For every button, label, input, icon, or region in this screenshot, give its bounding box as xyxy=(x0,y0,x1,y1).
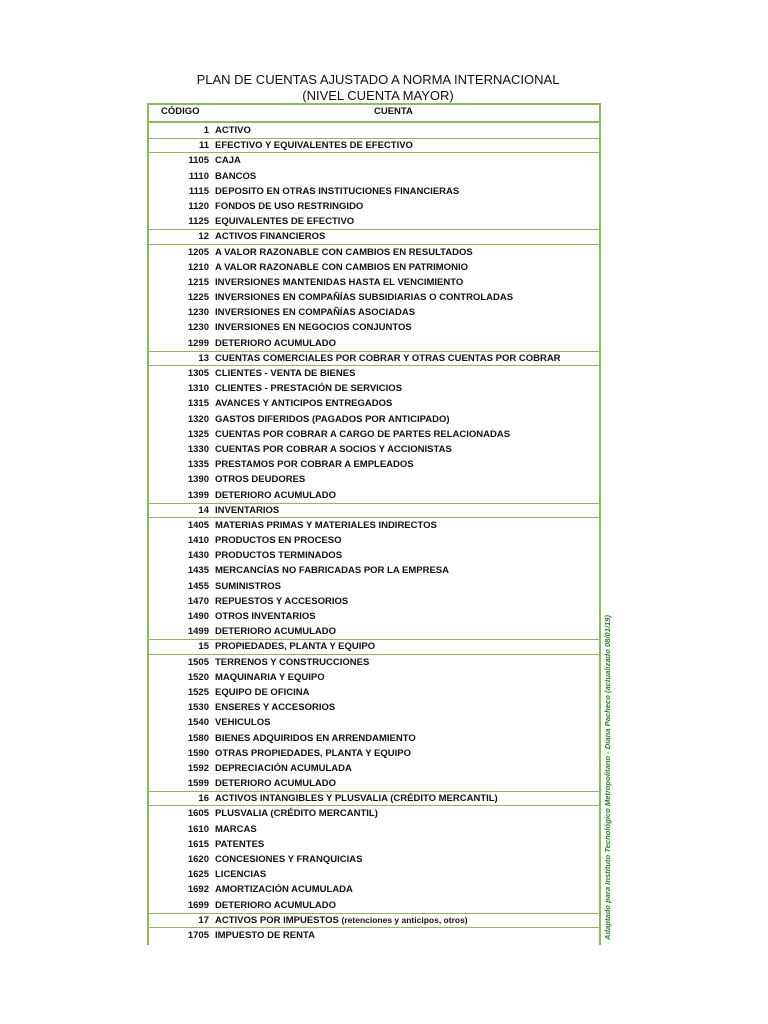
table-row xyxy=(149,427,599,442)
account-code: 1590 xyxy=(187,747,209,759)
account-name xyxy=(215,792,498,805)
table-row xyxy=(149,123,599,138)
account-name-text: ACTIVO xyxy=(215,125,251,136)
page-title: PLAN DE CUENTAS AJUSTADO A NORMA INTERNACIONAL xyxy=(196,72,560,87)
table-row xyxy=(149,336,599,351)
table-row xyxy=(149,548,599,563)
account-name-text: INVERSIONES EN NEGOCIOS CONJUNTOS xyxy=(215,322,412,334)
account-name-text: CUENTAS COMERCIALES POR COBRAR Y OTRAS CUENTAS POR COBRAR xyxy=(215,352,561,364)
table-row xyxy=(149,882,599,897)
table-row xyxy=(149,245,599,260)
account-name xyxy=(215,245,473,260)
group-row xyxy=(149,791,599,806)
account-code: 1599 xyxy=(187,778,209,790)
account-code: 16 xyxy=(198,793,209,805)
account-code: 1520 xyxy=(187,671,209,683)
account-name xyxy=(215,594,348,609)
account-name-text: ACTIVOS POR IMPUESTOS xyxy=(215,914,339,926)
account-name xyxy=(215,731,416,746)
account-name-text: FONDOS DE USO RESTRINGIDO xyxy=(215,200,364,212)
account-name xyxy=(215,928,315,943)
account-name xyxy=(215,548,342,563)
account-name-text: CAJA xyxy=(215,155,241,167)
table-row xyxy=(149,685,599,700)
account-name-text: OTROS DEUDORES xyxy=(215,474,306,486)
account-name-text: AMORTIZACIÓN ACUMULADA xyxy=(215,884,353,896)
group-row xyxy=(149,913,599,928)
account-name xyxy=(215,336,336,351)
account-name-text: OTROS INVENTARIOS xyxy=(215,611,316,622)
account-name xyxy=(215,609,316,624)
account-name xyxy=(215,715,270,730)
account-code: 1410 xyxy=(187,535,209,547)
account-name xyxy=(215,806,378,821)
account-code: 1505 xyxy=(187,656,209,668)
side-note: Adaptado para Instituto Tecnológico Metropolitano - Diana Pacheco (actualizado 08/01/19) xyxy=(603,614,612,940)
account-name xyxy=(215,290,513,305)
table-row xyxy=(149,396,599,411)
account-name-text: LICENCIAS xyxy=(215,869,267,881)
account-name xyxy=(215,867,266,882)
account-name-note: (retenciones y anticipos, otros) xyxy=(341,914,468,925)
account-code: 1699 xyxy=(187,899,209,911)
table-row xyxy=(149,715,599,730)
table-row xyxy=(149,320,599,335)
account-name-text: MERCANCÍAS NO FABRICADAS POR LA EMPRESA xyxy=(215,565,449,577)
table-row xyxy=(149,761,599,776)
account-name-text: DEPRECIACIÓN ACUMULADA xyxy=(215,762,352,774)
account-code: 1430 xyxy=(187,550,209,562)
table-row xyxy=(149,184,599,199)
account-name-text: CUENTAS POR COBRAR A CARGO DE PARTES RELACIONADAS xyxy=(215,428,511,440)
table-row xyxy=(149,472,599,487)
account-name-text: DETERIORO ACUMULADO xyxy=(215,778,337,790)
account-name-text: GASTOS DIFERIDOS (PAGADOS POR ANTICIPADO) xyxy=(215,413,450,425)
group-row xyxy=(149,138,599,153)
account-name xyxy=(215,214,354,229)
account-code: 1320 xyxy=(187,413,209,425)
account-name xyxy=(215,655,369,670)
account-name-text: DETERIORO ACUMULADO xyxy=(215,489,337,501)
account-code: 1230 xyxy=(187,322,209,334)
account-code: 1625 xyxy=(187,869,209,881)
account-code: 1435 xyxy=(187,565,209,577)
account-code: 1 xyxy=(203,125,209,136)
account-name xyxy=(215,366,355,381)
account-name-text: DETERIORO ACUMULADO xyxy=(215,626,337,638)
account-name-text: PRESTAMOS POR COBRAR A EMPLEADOS xyxy=(215,459,414,471)
account-name xyxy=(215,230,325,243)
account-name xyxy=(215,852,362,867)
account-name xyxy=(215,153,241,168)
table-row xyxy=(149,898,599,913)
account-code: 1335 xyxy=(187,459,209,471)
account-name-text: BIENES ADQUIRIDOS EN ARRENDAMIENTO xyxy=(215,732,416,744)
group-row xyxy=(149,229,599,244)
account-name xyxy=(215,123,251,138)
table-row xyxy=(149,305,599,320)
account-name xyxy=(215,914,468,927)
account-name xyxy=(215,685,309,700)
account-name xyxy=(215,169,256,184)
account-code: 1399 xyxy=(187,489,209,501)
account-code: 1310 xyxy=(187,383,209,395)
page-subtitle: (NIVEL CUENTA MAYOR) xyxy=(302,88,454,103)
account-name xyxy=(215,139,413,152)
account-code: 1405 xyxy=(187,519,209,531)
table-row xyxy=(149,579,599,594)
account-name xyxy=(215,504,279,517)
account-code: 1540 xyxy=(187,717,209,729)
account-name-text: INVERSIONES EN COMPAÑÍAS ASOCIADAS xyxy=(215,307,416,319)
account-name xyxy=(215,457,414,472)
account-code: 1299 xyxy=(187,337,209,349)
account-name xyxy=(215,746,411,761)
account-name xyxy=(215,184,459,199)
header-code: CÓDIGO xyxy=(161,106,200,117)
table-body xyxy=(149,123,599,943)
account-code: 13 xyxy=(198,352,209,364)
account-name xyxy=(215,563,449,578)
account-name-text: INVERSIONES MANTENIDAS HASTA EL VENCIMIENTO xyxy=(215,276,464,288)
account-name-text: ENSERES Y ACCESORIOS xyxy=(215,702,336,714)
account-name xyxy=(215,275,463,290)
account-code: 1225 xyxy=(187,292,209,304)
account-name-text: REPUESTOS Y ACCESORIOS xyxy=(215,595,349,607)
account-name-text: AVANCES Y ANTICIPOS ENTREGADOS xyxy=(215,398,393,410)
table-row xyxy=(149,837,599,852)
account-name xyxy=(215,898,336,913)
table-row xyxy=(149,670,599,685)
account-code: 1390 xyxy=(187,474,209,486)
account-name xyxy=(215,199,363,214)
table-row xyxy=(149,488,599,503)
account-name xyxy=(215,320,412,335)
table-row xyxy=(149,594,599,609)
account-name-text: IMPUESTO DE RENTA xyxy=(215,929,315,941)
account-code: 12 xyxy=(198,231,209,243)
account-code: 1230 xyxy=(187,307,209,319)
account-code: 1615 xyxy=(187,838,209,850)
account-code: 1692 xyxy=(187,884,209,896)
account-code: 1110 xyxy=(188,170,209,182)
account-name-text: PRODUCTOS EN PROCESO xyxy=(215,535,342,547)
account-code: 1305 xyxy=(187,368,209,379)
table-row xyxy=(149,518,599,533)
account-name-text: OTRAS PROPIEDADES, PLANTA Y EQUIPO xyxy=(215,747,412,759)
account-name-text: INVENTARIOS xyxy=(215,504,280,516)
account-code: 1120 xyxy=(188,200,209,212)
account-name-text: MATERIAS PRIMAS Y MATERIALES INDIRECTOS xyxy=(215,519,437,531)
account-name-text: EQUIPO DE OFICINA xyxy=(215,686,310,698)
table-row xyxy=(149,609,599,624)
account-name-text: A VALOR RAZONABLE CON CAMBIOS EN RESULTADOS xyxy=(215,246,473,258)
account-code: 1115 xyxy=(188,185,209,197)
table-row xyxy=(149,381,599,396)
account-name-text: DETERIORO ACUMULADO xyxy=(215,899,337,911)
account-name xyxy=(215,381,402,396)
account-code: 1525 xyxy=(187,686,209,698)
account-name-text: ACTIVOS FINANCIEROS xyxy=(215,231,326,243)
account-name-text: PATENTES xyxy=(215,838,265,850)
account-name xyxy=(215,518,437,533)
account-name xyxy=(215,260,468,275)
table-row xyxy=(149,199,599,214)
account-name xyxy=(215,700,335,715)
account-name-text: PLUSVALIA (CRÉDITO MERCANTIL) xyxy=(215,808,378,820)
account-name-text: PROPIEDADES, PLANTA Y EQUIPO xyxy=(215,641,376,653)
account-name-text: CLIENTES - VENTA DE BIENES xyxy=(215,368,356,379)
account-name xyxy=(215,472,305,487)
account-name-text: INVERSIONES EN COMPAÑÍAS SUBSIDIARIAS O CONTROLADAS xyxy=(215,292,514,304)
accounts-table xyxy=(147,103,601,945)
account-name xyxy=(215,624,336,639)
account-code: 1490 xyxy=(187,611,209,622)
account-name-text: BANCOS xyxy=(215,170,257,182)
account-name xyxy=(215,442,452,457)
group-row xyxy=(149,639,599,654)
account-code: 1125 xyxy=(188,216,209,228)
account-code: 17 xyxy=(198,914,209,926)
account-name xyxy=(215,882,353,897)
table-row xyxy=(149,457,599,472)
header-account: CUENTA xyxy=(374,106,413,117)
table-row xyxy=(149,700,599,715)
group-row xyxy=(149,503,599,518)
table-row xyxy=(149,563,599,578)
table-row xyxy=(149,260,599,275)
account-name-text: TERRENOS Y CONSTRUCCIONES xyxy=(215,656,370,668)
account-name-text: SUMINISTROS xyxy=(215,580,281,592)
table-row xyxy=(149,214,599,229)
account-name-text: EQUIVALENTES DE EFECTIVO xyxy=(215,216,355,228)
account-name xyxy=(215,305,415,320)
account-name xyxy=(215,579,281,594)
table-row xyxy=(149,275,599,290)
account-name-text: MAQUINARIA Y EQUIPO xyxy=(215,671,325,683)
account-code: 1605 xyxy=(187,808,209,820)
account-code: 11 xyxy=(198,140,209,152)
account-name xyxy=(215,670,325,685)
table-row xyxy=(149,412,599,427)
account-code: 1499 xyxy=(187,626,209,638)
table-row xyxy=(149,867,599,882)
account-name xyxy=(215,396,392,411)
table-header xyxy=(149,105,599,123)
account-code: 15 xyxy=(198,641,209,653)
account-name xyxy=(215,776,336,791)
account-code: 1592 xyxy=(187,762,209,774)
table-row xyxy=(149,731,599,746)
account-name xyxy=(215,352,561,365)
table-row xyxy=(149,366,599,381)
account-code: 14 xyxy=(198,504,209,516)
table-row xyxy=(149,852,599,867)
account-name-text: MARCAS xyxy=(215,823,257,835)
table-row xyxy=(149,822,599,837)
table-row xyxy=(149,442,599,457)
account-name xyxy=(215,533,342,548)
account-name xyxy=(215,640,375,653)
account-name-text: PRODUCTOS TERMINADOS xyxy=(215,550,343,562)
table-row xyxy=(149,746,599,761)
account-code: 1325 xyxy=(187,428,209,440)
account-code: 1105 xyxy=(188,155,209,167)
account-name xyxy=(215,837,264,852)
account-name-text: DEPOSITO EN OTRAS INSTITUCIONES FINANCIERAS xyxy=(215,185,460,197)
account-name-text: ACTIVOS INTANGIBLES Y PLUSVALIA (CRÉDITO MERCANTIL) xyxy=(215,793,498,805)
account-code: 1210 xyxy=(187,261,209,273)
table-row xyxy=(149,153,599,168)
table-row xyxy=(149,169,599,184)
table-row xyxy=(149,290,599,305)
account-name-text: CLIENTES - PRESTACIÓN DE SERVICIOS xyxy=(215,383,403,395)
account-code: 1315 xyxy=(187,398,209,410)
account-name-text: VEHICULOS xyxy=(215,717,271,729)
account-name-text: EFECTIVO Y EQUIVALENTES DE EFECTIVO xyxy=(215,140,413,152)
account-name-text: CUENTAS POR COBRAR A SOCIOS Y ACCIONISTAS xyxy=(215,443,452,455)
account-name xyxy=(215,761,352,776)
account-code: 1580 xyxy=(187,732,209,744)
table-row xyxy=(149,776,599,791)
account-code: 1330 xyxy=(187,443,209,455)
account-code: 1470 xyxy=(187,595,209,607)
account-code: 1215 xyxy=(187,276,209,288)
account-name xyxy=(215,822,257,837)
table-row xyxy=(149,624,599,639)
account-code: 1455 xyxy=(187,580,209,592)
table-row xyxy=(149,533,599,548)
account-name xyxy=(215,488,336,503)
group-row xyxy=(149,351,599,366)
account-code: 1620 xyxy=(187,854,209,865)
account-name-text: CONCESIONES Y FRANQUICIAS xyxy=(215,854,363,865)
account-code: 1205 xyxy=(187,246,209,258)
table-row xyxy=(149,655,599,670)
account-name xyxy=(215,427,510,442)
account-code: 1610 xyxy=(187,823,209,835)
table-row xyxy=(149,928,599,943)
account-code: 1705 xyxy=(187,929,209,941)
account-name xyxy=(215,412,450,427)
account-code: 1530 xyxy=(187,702,209,714)
account-name-text: A VALOR RAZONABLE CON CAMBIOS EN PATRIMONIO xyxy=(215,261,468,273)
table-row xyxy=(149,806,599,821)
account-name-text: DETERIORO ACUMULADO xyxy=(215,337,337,349)
